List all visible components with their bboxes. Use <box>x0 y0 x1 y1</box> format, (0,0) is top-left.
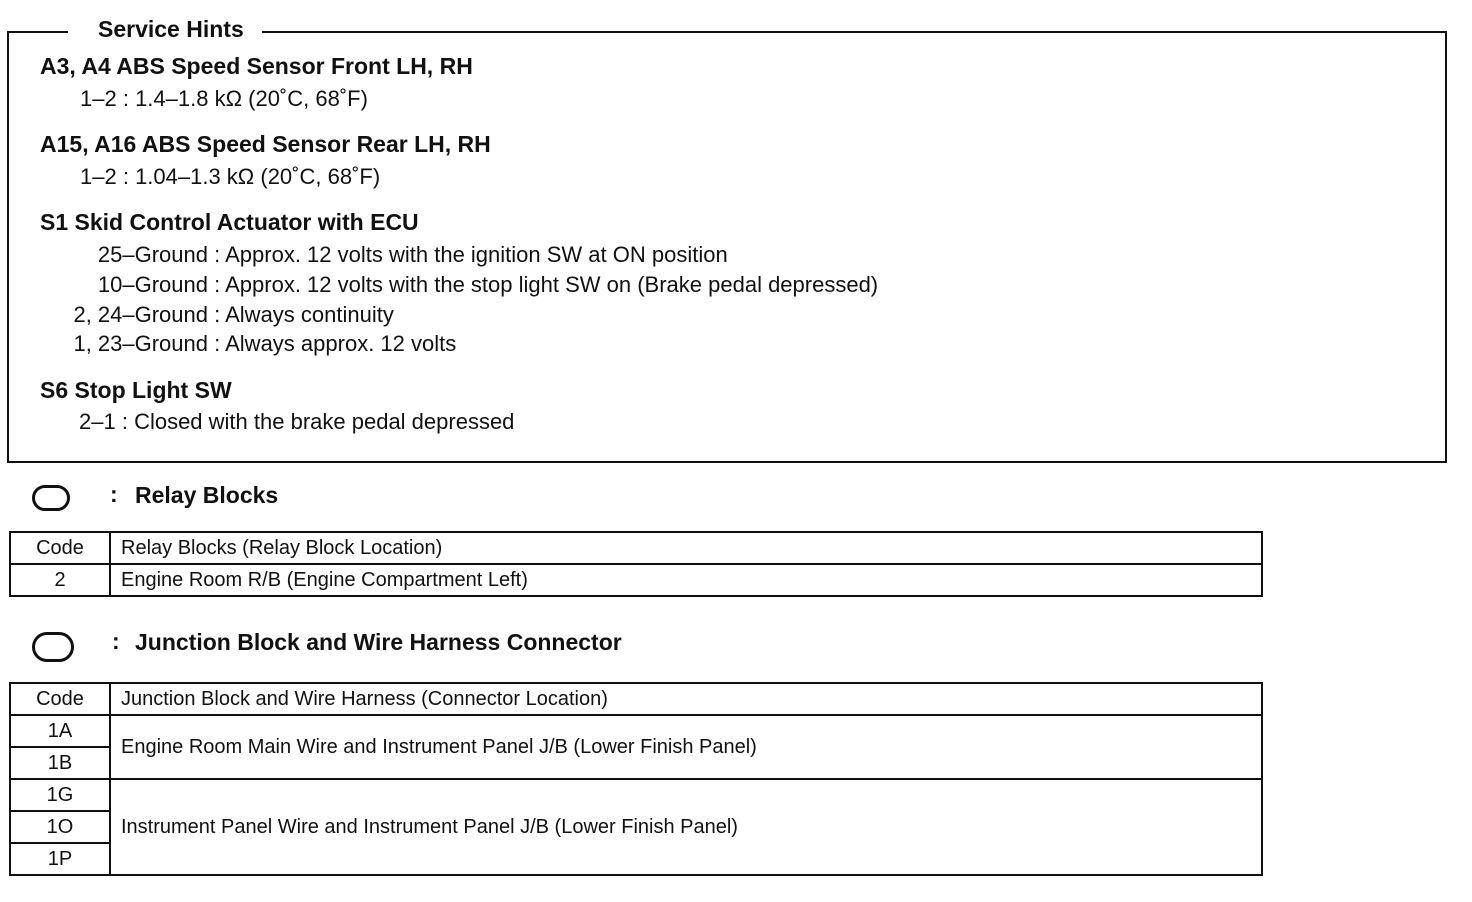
spec-terminal: 25–Ground <box>97 242 208 267</box>
header-location: Junction Block and Wire Harness (Connector Location) <box>110 683 1262 715</box>
spec-value: Approx. 12 volts with the stop light SW on (Brake pedal depressed) <box>225 272 879 297</box>
header-location: Relay Blocks (Relay Block Location) <box>110 532 1262 564</box>
spec-value: Approx. 12 volts with the ignition SW at ON position <box>225 242 728 267</box>
table-header-row <box>10 683 1262 715</box>
section-heading-stop-light: S6 Stop Light SW <box>40 377 232 403</box>
code-cell: 1G <box>10 779 110 811</box>
relay-block-symbol-icon <box>32 485 70 511</box>
header-code: Code <box>10 532 110 564</box>
code-cell: 1B <box>10 747 110 779</box>
spec-line: 1–2 : 1.04–1.3 kΩ (20˚C, 68˚F) <box>80 164 381 189</box>
location-cell: Engine Room Main Wire and Instrument Panel J/B (Lower Finish Panel) <box>110 715 1262 779</box>
spec-value: 1.4–1.8 kΩ (20˚C, 68˚F) <box>135 86 368 111</box>
section-heading-skid-control: S1 Skid Control Actuator with ECU <box>40 209 419 235</box>
spec-value: Always continuity <box>225 302 394 327</box>
spec-terminal: 2–1 <box>79 409 116 434</box>
spec-line: 25–Ground : Approx. 12 volts with the ignition SW at ON position <box>40 242 728 268</box>
table-header-row <box>10 532 1262 564</box>
location-cell: Instrument Panel Wire and Instrument Panel J/B (Lower Finish Panel) <box>110 779 1262 875</box>
table-row <box>10 564 1262 596</box>
service-hints-title: Service Hints <box>68 15 262 43</box>
spec-terminal: 1–2 <box>80 164 117 189</box>
section-heading-abs-rear: A15, A16 ABS Speed Sensor Rear LH, RH <box>40 131 491 157</box>
junction-blocks-table <box>9 682 1263 876</box>
spec-terminal: 1–2 <box>80 86 117 111</box>
legend-colon: : <box>110 481 118 507</box>
code-cell: 2 <box>10 564 110 596</box>
spec-line: 1–2 : 1.4–1.8 kΩ (20˚C, 68˚F) <box>80 86 368 111</box>
relay-blocks-table <box>9 531 1263 597</box>
spec-value: 1.04–1.3 kΩ (20˚C, 68˚F) <box>135 164 381 189</box>
spec-terminal: 2, 24–Ground <box>73 302 208 327</box>
table-row <box>10 779 1262 811</box>
spec-value: Always approx. 12 volts <box>225 331 457 356</box>
spec-terminal: 1, 23–Ground <box>73 331 208 356</box>
spec-line: 2, 24–Ground : Always continuity <box>40 302 394 328</box>
spec-line: 2–1 : Closed with the brake pedal depressed <box>79 409 515 434</box>
junction-blocks-legend-text: Junction Block and Wire Harness Connector <box>135 629 622 655</box>
table-row <box>10 715 1262 747</box>
code-cell: 1O <box>10 811 110 843</box>
spec-terminal: 10–Ground <box>97 272 208 297</box>
junction-block-symbol-icon <box>32 632 74 662</box>
spec-line: 10–Ground : Approx. 12 volts with the stop light SW on (Brake pedal depressed) <box>40 272 878 298</box>
spec-value: Closed with the brake pedal depressed <box>134 409 515 434</box>
relay-blocks-legend-text: Relay Blocks <box>135 482 279 508</box>
code-cell: 1P <box>10 843 110 875</box>
code-cell: 1A <box>10 715 110 747</box>
spec-line: 1, 23–Ground : Always approx. 12 volts <box>40 331 456 357</box>
location-cell: Engine Room R/B (Engine Compartment Left) <box>110 564 1262 596</box>
legend-colon: : <box>112 628 120 654</box>
header-code: Code <box>10 683 110 715</box>
section-heading-abs-front: A3, A4 ABS Speed Sensor Front LH, RH <box>40 53 473 79</box>
